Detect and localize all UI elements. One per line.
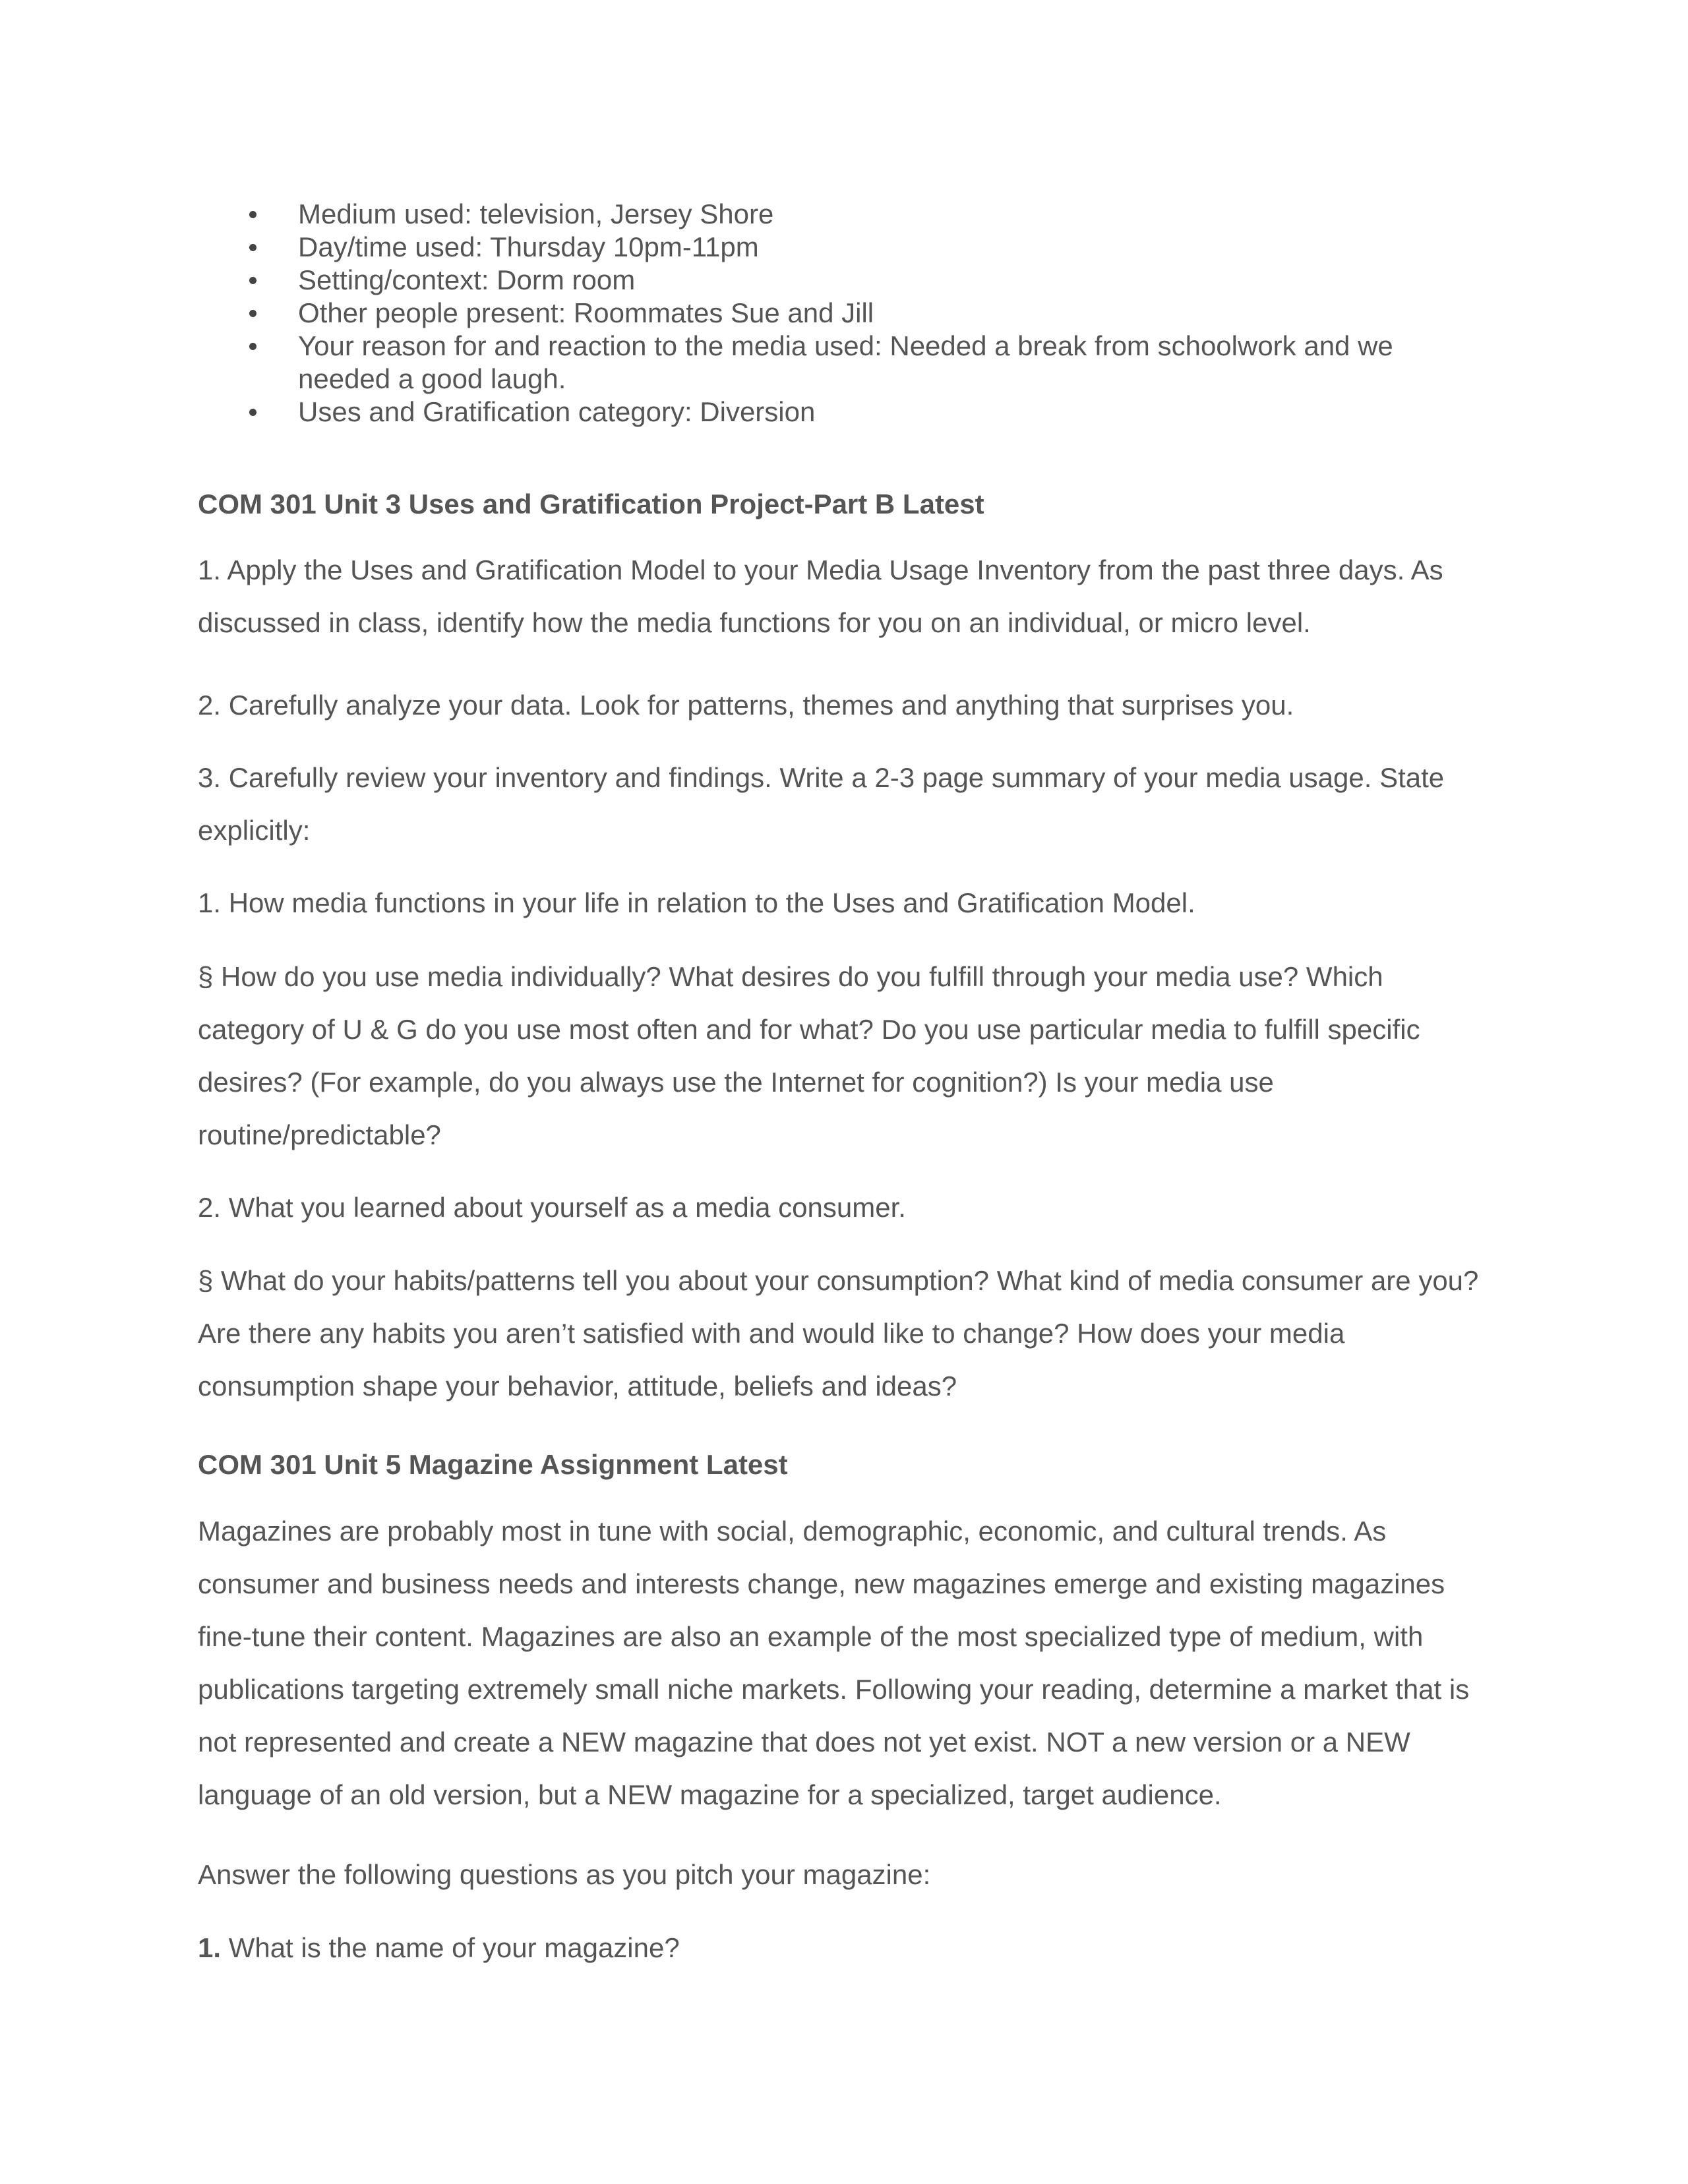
bullet-item — [198, 231, 1477, 264]
bullet-text: Other people present: Roommates Sue and Jill — [298, 297, 874, 328]
question-1 — [198, 1922, 1490, 1974]
question-1-text: What is the name of your magazine? — [221, 1932, 680, 1963]
bullet-text: Uses and Gratification category: Diversion — [298, 396, 816, 427]
paragraph-habits-questions: § What do your habits/patterns tell you about your consumption? What kind of media consumer are you? Are there any habits you aren’t satisfied with and would like to change? How does your media consumption shape your behavior, attitude, beliefs and ideas? — [198, 1265, 1479, 1402]
question-1-number: 1. — [198, 1932, 222, 1963]
bullet-text: Day/time used: Thursday 10pm-11pm — [298, 231, 759, 262]
paragraph-apply-model: 1. Apply the Uses and Gratification Model to your Media Usage Inventory from the past three days. As discussed in class, identify how the media functions for you on an individual, or micro level. — [198, 554, 1443, 638]
paragraph-magazines-intro: Magazines are probably most in tune with social, demographic, economic, and cultural trends. As consumer and business needs and interests change, new magazines emerge and existing magazines fine-tune their content. Magazines are also an example of the most specialized type of medium, with publications targeting extremely small niche markets. Following your reading, determine a market that is not represented and create a NEW magazine that does not yet exist. NOT a new version or a NEW language of an old version, but a NEW magazine for a specialized, target audience. — [198, 1516, 1470, 1810]
bullet-item — [198, 264, 1477, 297]
bullet-dot-icon — [249, 244, 256, 251]
bullet-dot-icon — [249, 310, 256, 317]
bullet-text: Your reason for and reaction to the media used: Needed a break from schoolwork and we needed a good laugh. — [298, 330, 1393, 394]
section-heading-unit-3: COM 301 Unit 3 Uses and Gratification Project-Part B Latest — [198, 488, 984, 519]
paragraph-analyze-data: 2. Carefully analyze your data. Look for patterns, themes and anything that surprises you. — [198, 690, 1294, 721]
bullet-dot-icon — [249, 277, 256, 284]
bullet-item — [198, 198, 1477, 231]
bullet-item — [198, 330, 1477, 396]
paragraph-individual-use-questions: § How do you use media individually? What desires do you fulfill through your media use? Which category of U & G do you use most often and for what? Do you use particular media to fulfill specific desires? (For example, do you always use the Internet for cognition?) Is your media use routine/predictable? — [198, 961, 1420, 1150]
bullet-item — [198, 396, 1477, 428]
paragraph-answer-questions: Answer the following questions as you pitch your magazine: — [198, 1859, 931, 1890]
bullet-text: Medium used: television, Jersey Shore — [298, 198, 774, 229]
media-usage-bullet-list — [198, 198, 1477, 428]
bullet-dot-icon — [249, 211, 256, 218]
paragraph-how-media-functions: 1. How media functions in your life in relation to the Uses and Gratification Model. — [198, 887, 1195, 918]
section-heading-unit-5: COM 301 Unit 5 Magazine Assignment Latest — [198, 1449, 788, 1480]
bullet-dot-icon — [249, 409, 256, 416]
paragraph-what-you-learned: 2. What you learned about yourself as a media consumer. — [198, 1192, 906, 1223]
bullet-item — [198, 297, 1477, 330]
bullet-dot-icon — [249, 343, 256, 350]
bullet-text: Setting/context: Dorm room — [298, 264, 636, 295]
paragraph-review-inventory: 3. Carefully review your inventory and findings. Write a 2-3 page summary of your media usage. State explicitly: — [198, 762, 1445, 846]
